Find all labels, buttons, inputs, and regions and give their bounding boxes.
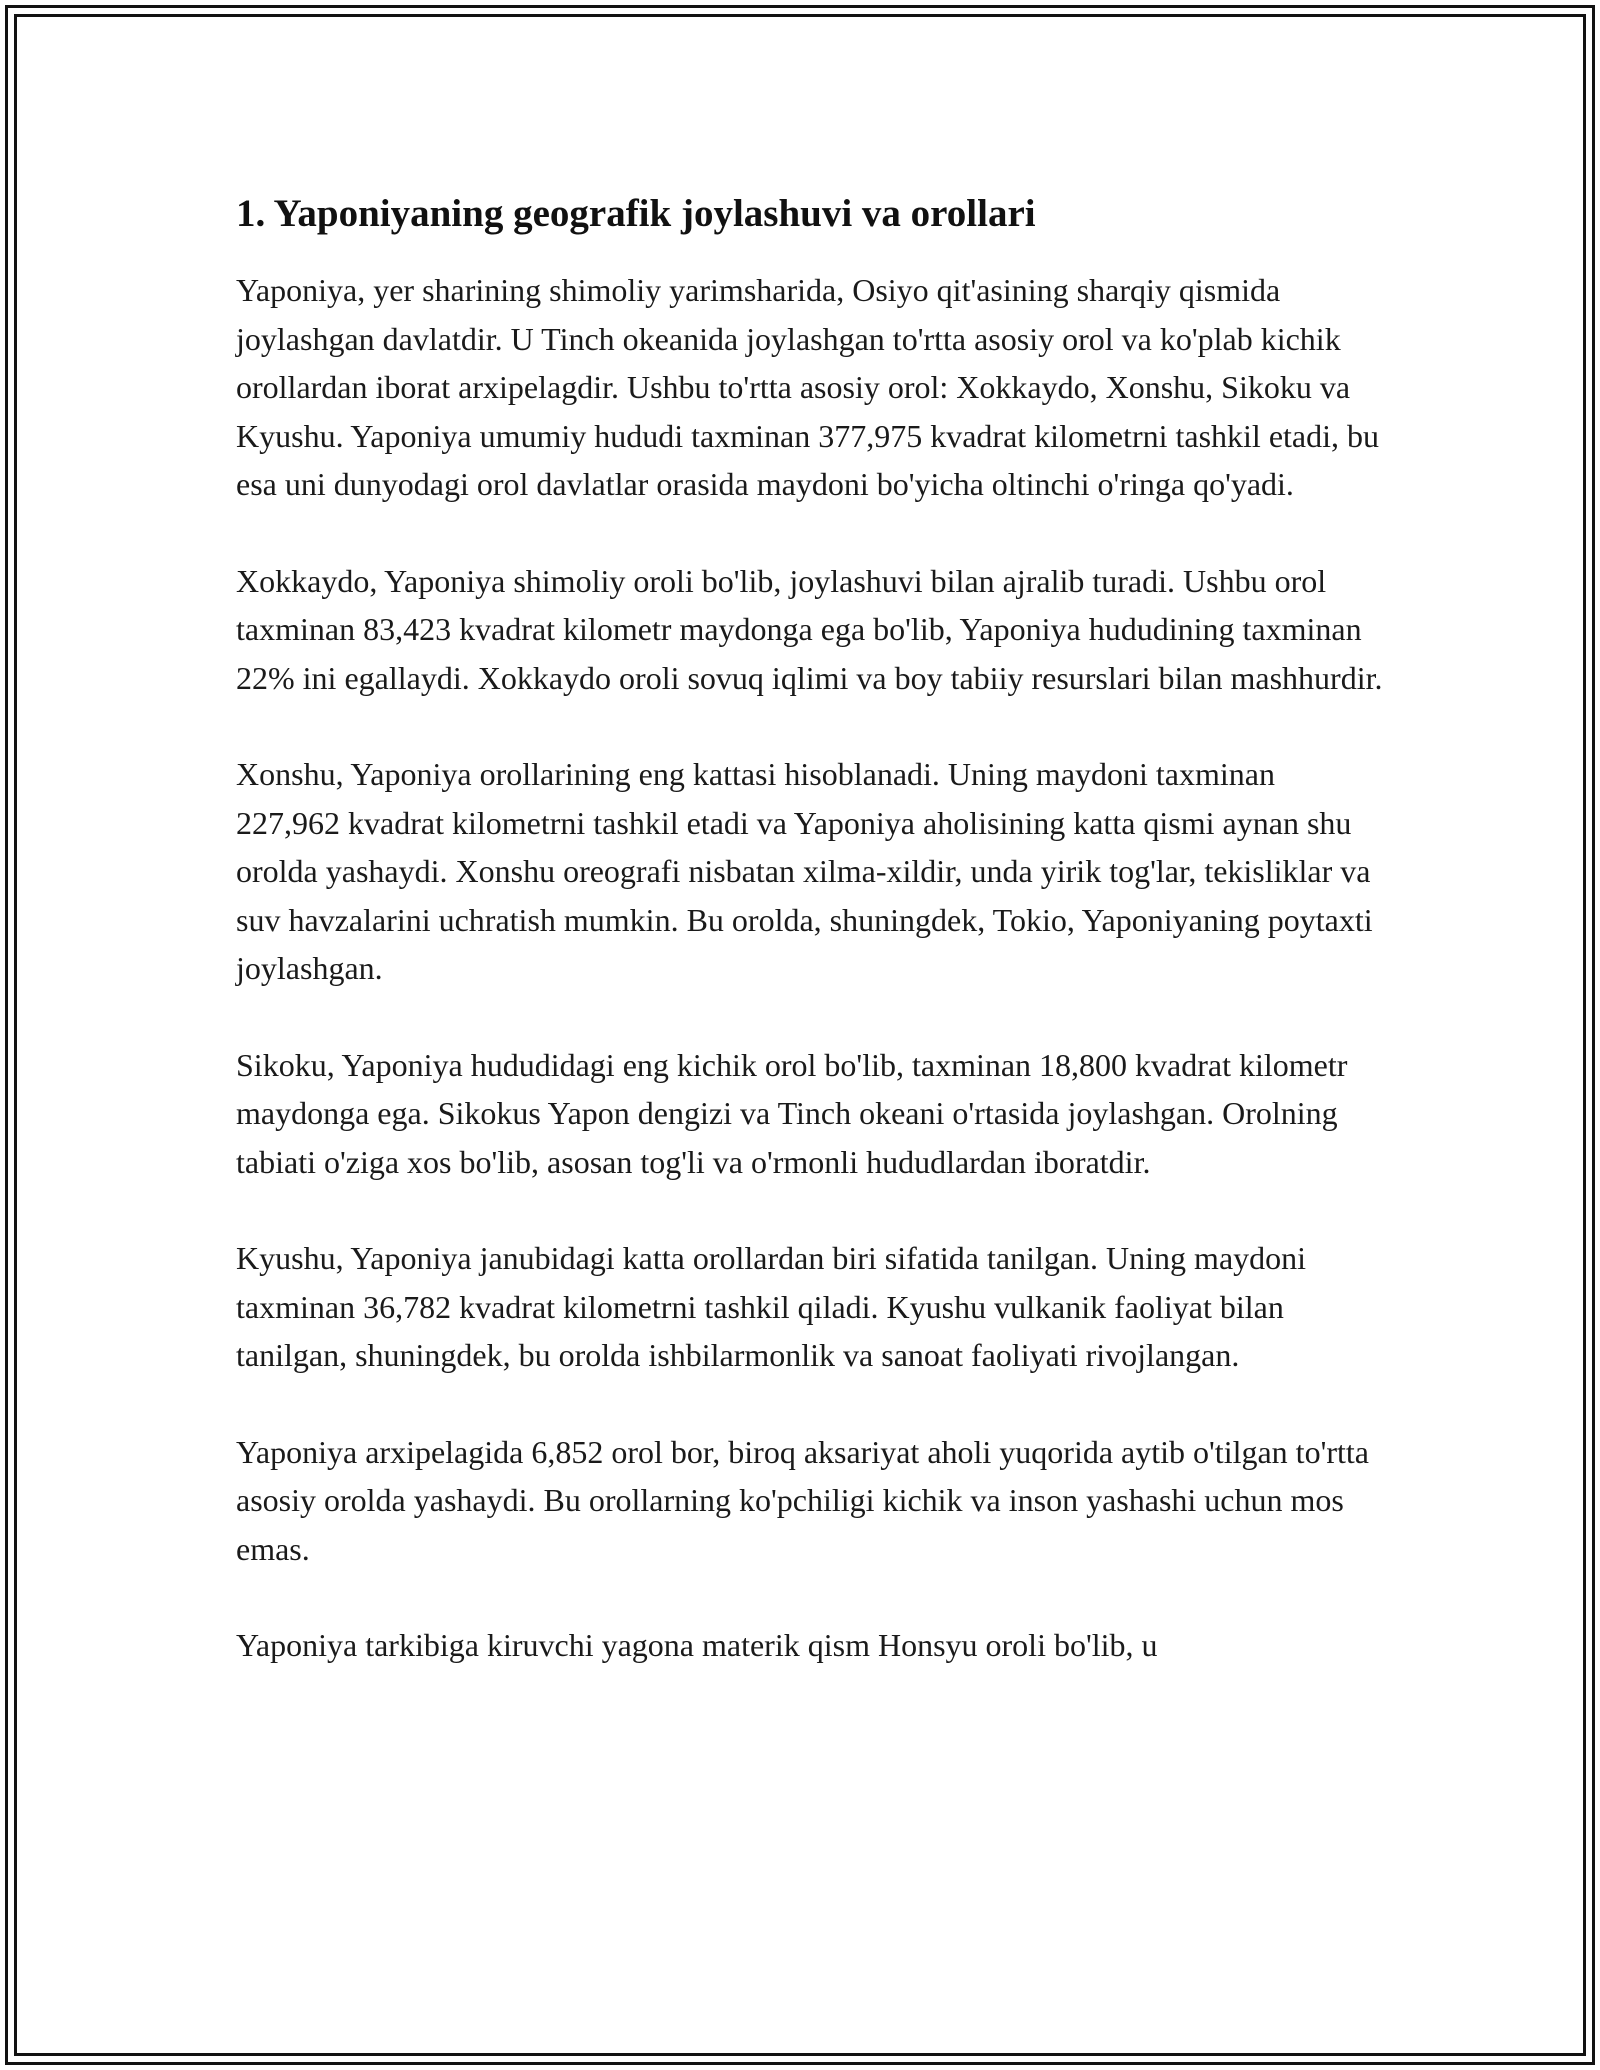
document-body	[236, 188, 1386, 1718]
paragraph-archipelago: Yaponiya arxipelagida 6,852 orol bor, biroq aksariyat aholi yuqorida aytib o'tilgan to'rtta asosiy orolda yashaydi. Bu orollarning ko'pchiligi kichik va inson yashashi uchun mos emas.	[236, 1433, 1369, 1567]
paragraph-intro: Yaponiya, yer sharining shimoliy yarimsharida, Osiyo qit'asining sharqiy qismida joylashgan davlatdir. U Tinch okeanida joylashgan to'rtta asosiy orol va ko'plab kichik orollardan iborat arxipelagdir. Ushbu to'rtta asosiy orol: Xokkaydo, Xonshu, Sikoku va Kyushu. Yaponiya umumiy hududi taxminan 377,975 kvadrat kilometrni tashkil etadi, bu esa uni dunyodagi orol davlatlar orasida maydoni bo'yicha oltinchi o'ringa qo'yadi.	[236, 272, 1379, 502]
paragraph-honsyu: Yaponiya tarkibiga kiruvchi yagona materik qism Honsyu oroli bo'lib, u	[236, 1627, 1158, 1663]
paragraph-kyushu: Kyushu, Yaponiya janubidagi katta orollardan biri sifatida tanilgan. Uning maydoni taxminan 36,782 kvadrat kilometrni tashkil qiladi. Kyushu vulkanik faoliyat bilan tanilgan, shuningdek, bu orolda ishbilarmonlik va sanoat faoliyati rivojlangan.	[236, 1240, 1307, 1373]
section-heading: 1. Yaponiyaning geografik joylashuvi va orollari	[236, 192, 1036, 235]
paragraph-xonshu: Xonshu, Yaponiya orollarining eng kattasi hisoblanadi. Uning maydoni taxminan 227,962 kvadrat kilometrni tashkil etadi va Yaponiya aholisining katta qismi aynan shu orolda yashaydi. Xonshu oreografi nisbatan xilma-xildir, unda yirik tog'lar, tekisliklar va suv havzalarini uchratish mumkin. Bu orolda, shuningdek, Tokio, Yaponiyaning poytaxti joylashgan.	[236, 756, 1373, 986]
paragraph-xokkaydo: Xokkaydo, Yaponiya shimoliy oroli bo'lib, joylashuvi bilan ajralib turadi. Ushbu orol taxminan 83,423 kvadrat kilometr maydonga ega bo'lib, Yaponiya hududining taxminan 22% ini egallaydi. Xokkaydo oroli sovuq iqlimi va boy tabiiy resurslari bilan mashhurdir.	[236, 562, 1383, 696]
paragraph-sikoku: Sikoku, Yaponiya hududidagi eng kichik orol bo'lib, taxminan 18,800 kvadrat kilometr maydonga ega. Sikokus Yapon dengizi va Tinch okeani o'rtasida joylashgan. Orolning tabiati o'ziga xos bo'lib, asosan tog'li va o'rmonli hududlardan iboratdir.	[236, 1046, 1348, 1180]
